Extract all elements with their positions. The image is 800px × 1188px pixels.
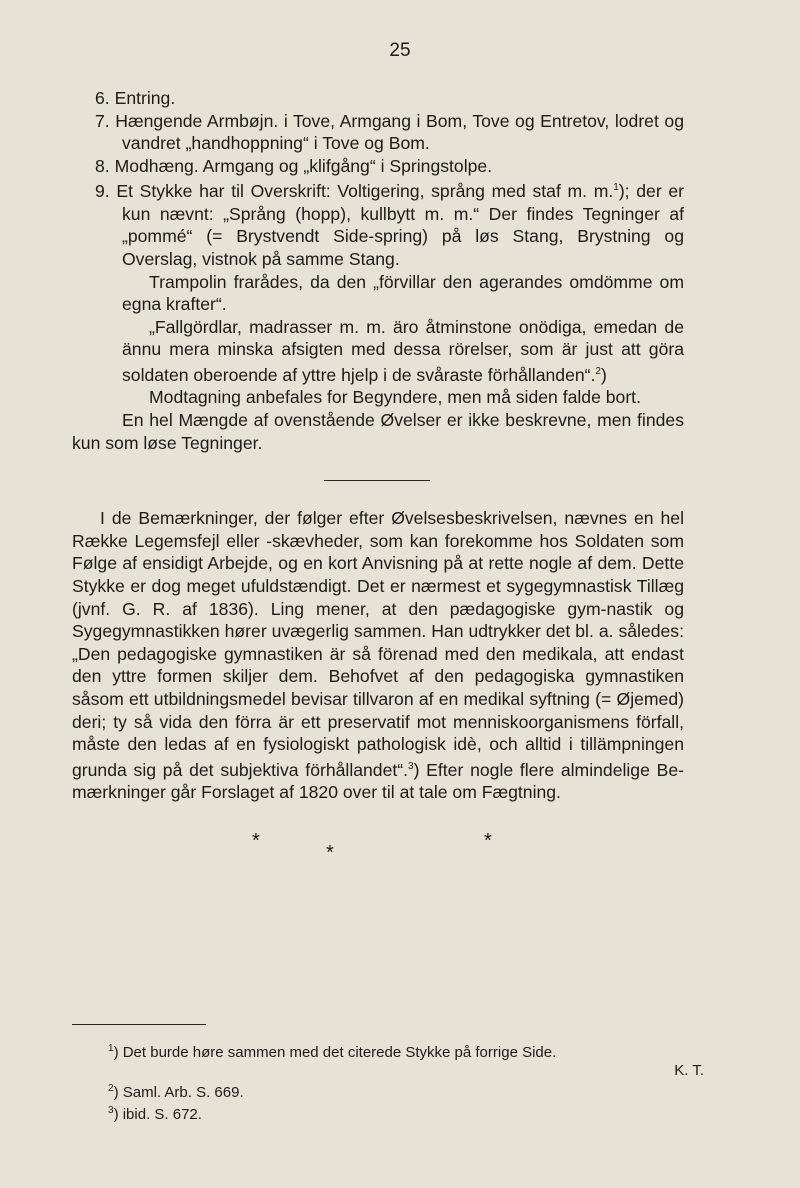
footnote-mark: 1 (108, 1043, 114, 1054)
item-number: 8. (95, 155, 110, 176)
paragraph-text-cont: ) (600, 364, 607, 385)
paragraph-maengde (72, 409, 684, 454)
footnote-text: ) Det burde høre sammen med det citerede Stykke på forrige Side. (113, 1044, 557, 1061)
paragraph-text: I de Bemærkninger, der følger efter Øvelsesbeskrivelsen, nævnes en hel Række Legemsfejl eller -skævheder, som kan forekomme hos Soldaten som Følge af ensidigt Arbejde, og en kort Anvisning på at rette nogle af dem. Dette Stykke er dog meget ufuldstændigt. Det er nærmest et sygegymnastisk Tillæg (jvnf. G. R. af 1836). Ling mener, at den pædagogiske gym-nastik og Sygegymnastikken hører uvægerlig sammen. Han udtrykker det bl. a. således: „Den pedagogiske gymnastiken är så förenad med den medikala, att endast den yttre formen skiljer dem. Behofvet af den pedagogiska gymnastiken såsom ett utbildningsmedel bevisar tillvaron af en medikal syftning (= Øjemed) deri; ty så vida den förra är ett preservatif mot menniskoorganismens förfall, måste den ledas af en fysiologiskt pathologisk idè, och alltid i tillämpningen grunda sig på det subjektiva förhållandet“. (72, 508, 684, 780)
body-text (72, 87, 684, 870)
asterism (72, 826, 684, 870)
section-divider (324, 480, 430, 481)
footnote (108, 1040, 708, 1062)
item-text: Modhæng. Armgang og „klifgång“ i Springstolpe. (114, 155, 493, 176)
asterisk: * (326, 841, 334, 864)
asterisk: * (252, 829, 260, 852)
footnote (108, 1102, 708, 1124)
list-item (72, 87, 684, 110)
footnote-signature: K. T. (674, 1062, 704, 1079)
footnote-divider (72, 1024, 206, 1025)
item-text: Et Stykke har til Overskrift: Voltigering, språng med staf m. m. (116, 181, 614, 202)
paragraph-text: „Fallgördlar, madrasser m. m. äro åtminstone onödiga, emedan de ännu mera minska afsigten med dessa rörelser, som är just att göra soldaten oberoende af yttre hjelp i de svåraste förhållanden“. (122, 316, 684, 385)
list-item (72, 155, 684, 178)
list-item (72, 177, 684, 270)
paragraph-text: Trampolin frarådes, da den „förvillar den agerandes omdömme om egna krafter“. (122, 271, 684, 315)
list-item (72, 110, 684, 155)
footnote-ref: 2 (595, 365, 601, 377)
paragraph-trampolin (72, 271, 684, 316)
paragraph-fallgordlar (72, 316, 684, 387)
footnote-ref: 3 (408, 760, 414, 772)
paragraph-text-cont: ) Efter nogle flere almindelige Be-mærkninger går Forslaget af 1820 over til at tale om Fægtning. (72, 759, 684, 803)
item-text-cont: ); der er kun nævnt: „Språng (hopp), kullbytt m. m.“ Der findes Tegninger af „pommé“ (= Brystvendt Side-spring) på løs Stang, Brystning og Overslag, vistnok på samme Stang. (122, 181, 684, 270)
paragraph-modtagning (72, 386, 684, 409)
footnote-mark: 3 (108, 1105, 114, 1116)
item-text: Entring. (114, 88, 176, 108)
item-number: 6. (95, 88, 110, 108)
footnotes (108, 1040, 708, 1124)
footnote-text: ) Saml. Arb. S. 669. (113, 1084, 244, 1101)
footnote-mark: 2 (108, 1083, 114, 1094)
paragraph-bemaerkninger (72, 507, 684, 804)
paragraph-text: Modtagning anbefales for Begyndere, men må siden falde bort. (149, 387, 641, 408)
footnote-ref: 1 (613, 182, 619, 194)
item-number: 9. (95, 181, 110, 202)
page-number: 25 (389, 40, 411, 61)
paragraph-text: En hel Mængde af ovenstående Øvelser er ikke beskrevne, men findes kun som løse Tegninger. (72, 410, 684, 453)
asterisk: * (484, 829, 492, 852)
item-text: Hængende Armbøjn. i Tove, Armgang i Bom, Tove og Entretov, lodret og vandret „handhoppning“ i Tove og Bom. (115, 110, 684, 154)
footnote (108, 1080, 708, 1102)
footnote-text: ) ibid. S. 672. (113, 1106, 202, 1123)
item-number: 7. (95, 110, 110, 131)
